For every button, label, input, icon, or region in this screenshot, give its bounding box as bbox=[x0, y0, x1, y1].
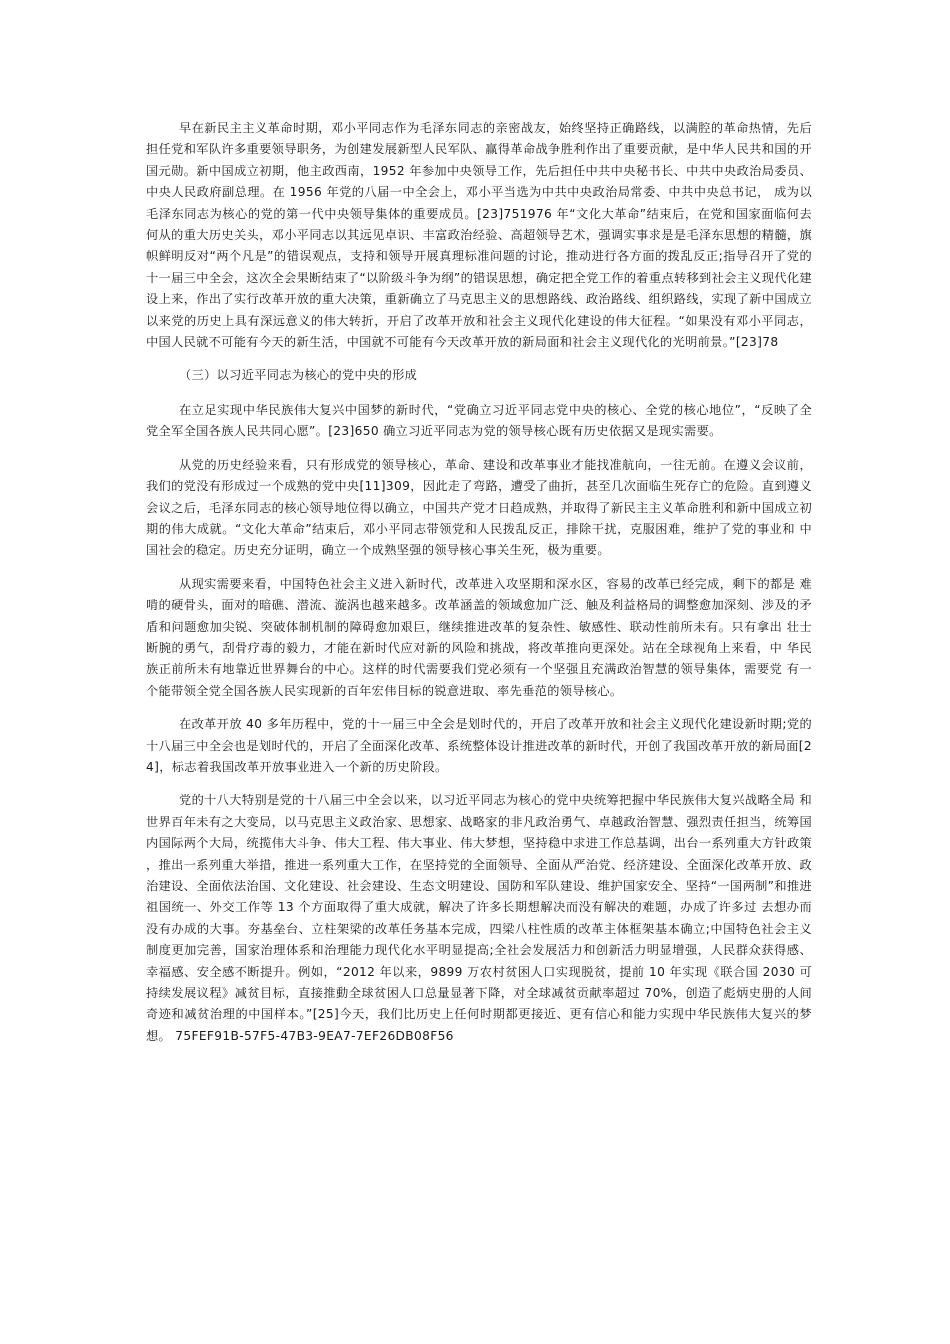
section-heading: （三）以习近平同志为核心的党中央的形成 bbox=[179, 368, 418, 383]
paragraph-new-era: 在立足实现中华民族伟大复兴中国梦的新时代，“党确立习近平同志党中央的核心、全党的核心地位”，“反映了全党全军全国各族人民共同心愿”。[23]650 确立习近平同志为党的领导核心既有历史依据又是现实需要。 bbox=[146, 402, 812, 439]
paragraph-practical-needs: 从现实需要来看，中国特色社会主义进入新时代，改革进入攻坚期和深水区，容易的改革已经完成，剩下的都是 难啃的硬骨头，面对的暗礁、潜流、漩涡也越来越多。改革涵盖的领域愈加广泛、触及利益格局的调整愈加深刻、涉及的矛盾和问题愈加尖锐、突破体制机制的障碍愈加艰巨，继续推进改革的复杂性、敏感性、联动性前所未有。只有拿出 壮士断腕的勇气，刮骨疗毒的毅力，才能在新时代应对新的风险和挑战，将改革推向更深处。站在全球视角上来看，中 华民族正前所未有地靠近世界舞台的中心。这样的时代需要我们党必须有一个坚强且充满政治智慧的领导集体，需要党 有一个能带领全党全国各族人民实现新的百年宏伟目标的锐意进取、率先垂范的领导核心。 bbox=[146, 576, 812, 698]
paragraph-deng-xiaoping: 早在新民主主义革命时期，邓小平同志作为毛泽东同志的亲密战友，始终坚持正确路线，以满腔的革命热情，先后担任党和军队许多重要领导职务，为创建发展新型人民军队、赢得革命战争胜利作出了重要贡献，是中华人民共和国的开国元勋。新中国成立初期，他主政西南，1952 年参加中央领导工作，先后担任中共中央秘书长、中共中央政治局委员、中央人民政府副总理。在 1956 年党的八届一中全会上，邓小平当选为中共中央政治局常委、中共中央总书记， 成为以毛泽东同志为核心的党的第一代中央领导集体的重要成员。[23]751976 年“文化大革命”结束后，在党和国家面临何去何从的重大历史关头，邓小平同志以其远见卓识、丰富政治经验、高超领导艺术，强调实事求是是毛泽东思想的精髓，旗帜鲜明反对“两个凡是”的错误观点，支持和领导开展真理标准问题的讨论，推动进行各方面的拨乱反正;指导召开了党的十一届三中全会，这次全会果断结束了“以阶级斗争为纲”的错误思想，确定把全党工作的着重点转移到社会主义现代化建设上来，作出了实行改革开放的重大决策，重新确立了马克思主义的思想路线、政治路线、组织路线，实现了新中国成立以来党的历史上具有深远意义的伟大转折，开启了改革开放和社会主义现代化建设的伟大征程。“如果没有邓小平同志，中国人民就不可能有今天的新生活，中国就不可能有今天改革开放的新局面和社会主义现代化的光明前景。”[23]78 bbox=[146, 121, 812, 350]
paragraph-eighteenth-congress: 党的十八大特别是党的十八届三中全会以来，以习近平同志为核心的党中央统筹把握中华民族伟大复兴战略全局 和世界百年未有之大变局，以马克思主义政治家、思想家、战略家的非凡政治勇气、卓越政治智慧、强烈责任担当，统筹国内国际两个大局，统揽伟大斗争、伟大工程、伟大事业、伟大梦想，坚持稳中求进工作总基调，出台一系列重大方针政策 ，推出一系列重大举措，推进一系列重大工作，在坚持党的全面领导、全面从严治党、经济建设、全面深化改革开放、政治建设、全面依法治国、文化建设、社会建设、生态文明建设、国防和军队建设、维护国家安全、坚持“一国两制”和推进祖国统一、外交工作等 13 个方面取得了重大成就，解决了许多长期想解决而没有解决的难题，办成了许多过 去想办而没有办成的大事。夯基垒台、立柱架梁的改革任务基本完成，四梁八柱性质的改革主体框架基本确立;中国特色社会主义制度更加完善，国家治理体系和治理能力现代化水平明显提高;全社会发展活力和创新活力明显增强，人民群众获得感、幸福感、安全感不断提升。例如，“2012 年以来，9899 万农村贫困人口实现脱贫，提前 10 年实现《联合国 2030 可持续发展议程》减贫目标，直接推動全球贫困人口总量显著下降，对全球减贫贡献率超过 70%，创造了彪炳史册的人间奇迹和减贫治理的中国样本。”[25]今天，我们比历史上任何时期都更接近、更有信心和能力实现中华民族伟大复兴的梦想。 75FEF91B-57F5-47B3-9EA7-7EF26DB08F56 bbox=[146, 793, 812, 1043]
paragraph-historical-experience: 从党的历史经验来看，只有形成党的领导核心，革命、建设和改革事业才能找准航向，一往无前。在遵义会议前， 我们的党没有形成过一个成熟的党中央[11]309，因此走了弯路，遭受了曲折，甚至几次面临生死存亡的危险。直到遵义会议之后，毛泽东同志的核心领导地位得以确立，中国共产党才日趋成熟，并取得了新民主主义革命胜利和新中国成立初期的伟大成就。“文化大革命”结束后，邓小平同志带领党和人民拨乱反正，排除干扰，克服困难，维护了党的事业和 中国社会的稳定。历史充分证明，确立一个成熟坚强的领导核心事关生死，极为重要。 bbox=[146, 457, 812, 558]
paragraph-reform-opening: 在改革开放 40 多年历程中，党的十一届三中全会是划时代的，开启了改革开放和社会主义现代化建设新时期;党的十八届三中全会也是划时代的，开启了全面深化改革、系统整体设计推进改革的新时代，开创了我国改革开放的新局面[24]，标志着我国改革开放事业进入一个新的历史阶段。 bbox=[146, 717, 812, 774]
document-body bbox=[146, 118, 812, 1047]
